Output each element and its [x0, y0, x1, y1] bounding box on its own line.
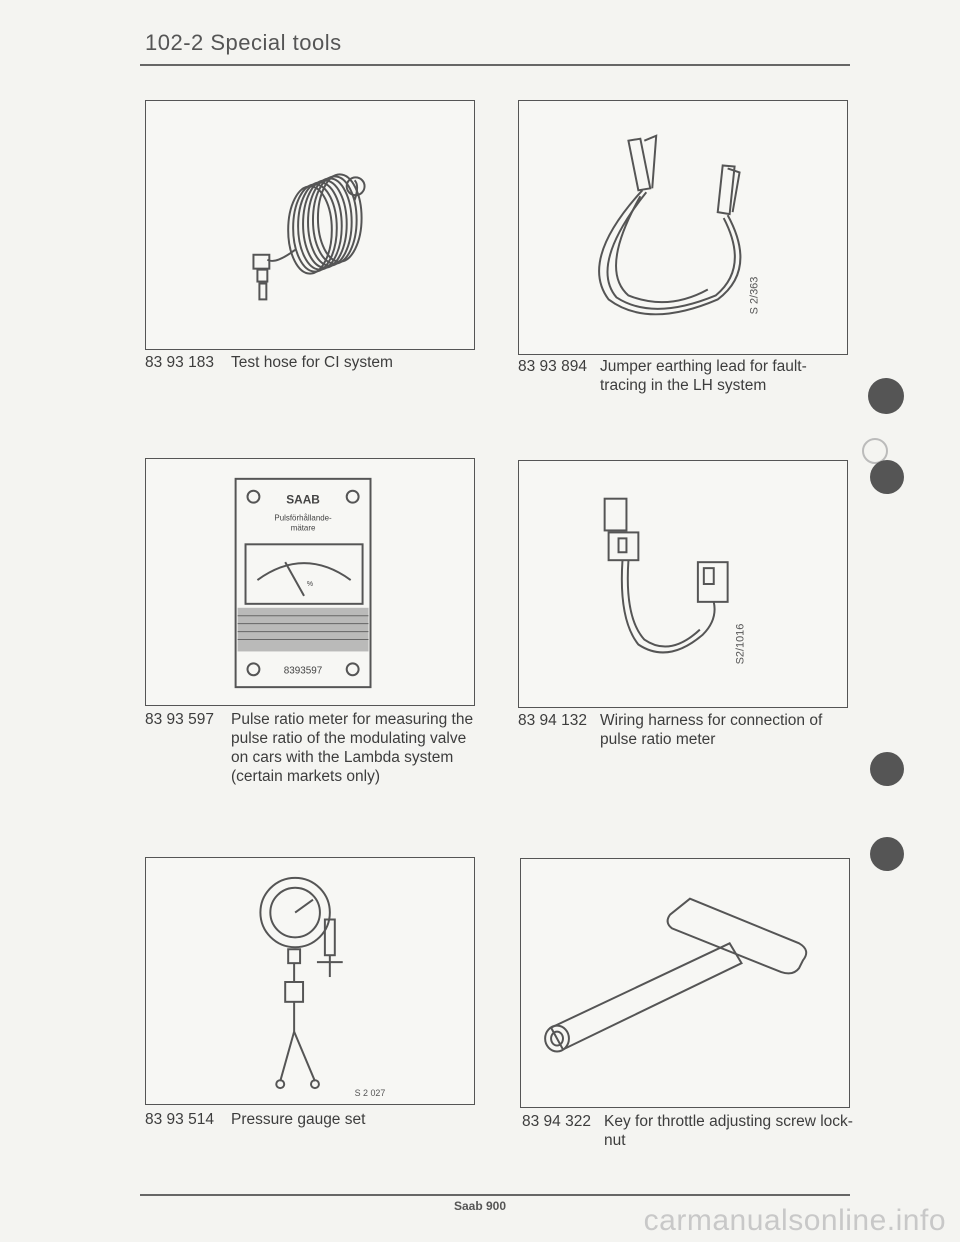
tool-image-wiring-harness — [518, 460, 848, 708]
tool-number: 83 93 894 — [518, 358, 587, 375]
tool-image-jumper-lead — [518, 100, 848, 355]
figure-ref-label: S 2 027 — [354, 1088, 386, 1099]
punch-hole-mark — [870, 837, 904, 871]
figure-ref-label: S2/1016 — [734, 623, 747, 665]
punch-hole-mark — [870, 752, 904, 786]
tool-description: Pressure gauge set — [231, 1111, 366, 1128]
tool-number: 83 93 597 — [145, 711, 214, 728]
punch-hole-mark — [870, 460, 904, 494]
page-title: 102-2 Special tools — [145, 30, 342, 55]
wiring-harness-illustration — [519, 461, 847, 707]
tool-number: 83 94 132 — [518, 712, 587, 729]
tool-image-pulse-ratio-meter — [145, 458, 475, 706]
tool-description: Key for throttle adjusting screw lock-nut — [604, 1113, 853, 1149]
tool-description: Wiring harness for connection of pulse ratio meter — [600, 712, 823, 748]
meter-serial: 8393597 — [283, 665, 323, 677]
figure-ref-label: S 2/363 — [748, 276, 761, 315]
meter-label-line1: Pulsförhållande- — [274, 513, 332, 523]
punch-hole-mark — [868, 378, 904, 414]
tool-image-throttle-key — [520, 858, 850, 1108]
meter-brand: SAAB — [286, 492, 320, 507]
coiled-hose-illustration — [146, 101, 474, 349]
footer-rule — [140, 1194, 850, 1196]
tool-number: 83 93 183 — [145, 354, 214, 371]
footer-text: Saab 900 — [453, 1199, 507, 1213]
tool-description: Pulse ratio meter for measuring the pulse ratio of the modulating valve on cars with the Lambda system (certain markets only) — [231, 711, 474, 785]
header-rule — [140, 64, 850, 66]
tool-number: 83 94 322 — [522, 1113, 591, 1130]
tool-description: Jumper earthing lead for fault-tracing in the LH system — [600, 358, 807, 394]
tool-image-pressure-gauge — [145, 857, 475, 1105]
meter-scale-unit: % — [306, 580, 314, 588]
pressure-gauge-illustration — [146, 858, 474, 1104]
throttle-key-illustration — [521, 859, 849, 1107]
tool-description: Test hose for CI system — [231, 354, 393, 371]
pulse-ratio-meter-illustration — [146, 459, 474, 705]
watermark: carmanualsonline.info — [643, 1204, 946, 1237]
jumper-lead-illustration — [519, 101, 847, 354]
tool-number: 83 93 514 — [145, 1111, 214, 1128]
meter-label-line2: mätare — [290, 523, 316, 533]
tool-image-test-hose — [145, 100, 475, 350]
